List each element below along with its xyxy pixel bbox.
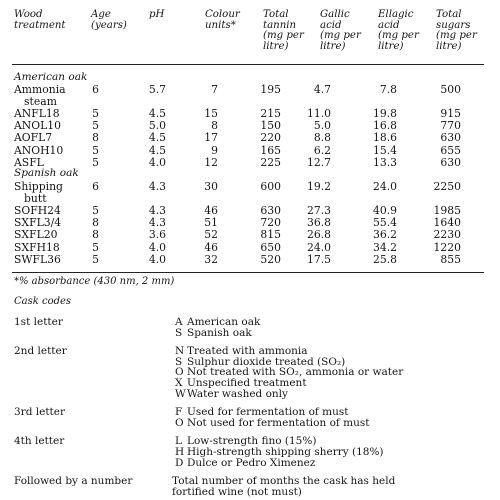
code-letter: X [175, 377, 183, 389]
cell-value: 24.0 [372, 180, 397, 193]
cell-value: 9 [211, 143, 218, 157]
cell-value: 215 [260, 107, 281, 121]
cell-value: 815 [260, 228, 281, 242]
cell-value: 17.5 [306, 252, 331, 266]
header-ellagic-line: Ellagic [378, 9, 414, 20]
header-sugars [436, 10, 477, 52]
cask-codes-title: Cask codes [14, 296, 72, 307]
header-colour-line: units* [205, 19, 236, 31]
footnote: *% absorbance (430 nm, 2 mm) [14, 276, 175, 287]
header-ellagic [378, 10, 419, 52]
header-tannin-line: litre) [263, 40, 289, 52]
header-wood-line: treatment [14, 19, 66, 31]
cell-value: 3.6 [148, 228, 166, 242]
cell-value: 1640 [433, 216, 461, 230]
cell-value: 36.2 [372, 228, 397, 242]
cell-value: 4.7 [313, 83, 331, 96]
cell-value: 7.8 [379, 83, 397, 96]
header-colour-line: Colour [205, 9, 240, 20]
code-letter: L [175, 435, 182, 448]
cell-value: 5 [92, 252, 99, 266]
cell-value: 1220 [433, 240, 461, 254]
code-description: fortified wine (not must) [172, 485, 302, 498]
header-age-line: (years) [91, 19, 127, 31]
cell-value: 34.2 [372, 240, 397, 254]
cell-value: 500 [440, 83, 461, 96]
header-tannin-line: (mg per [263, 30, 304, 41]
cell-value: 2250 [433, 180, 461, 193]
code-description: Not treated with SO₂, ammonia or water [187, 366, 404, 379]
cell-value: 5.7 [148, 83, 166, 96]
cell-value: 4.5 [148, 107, 166, 121]
code-letter: S [175, 355, 183, 368]
header-wood [14, 10, 66, 31]
cell-value: 30 [204, 180, 218, 193]
cell-value: 2230 [433, 228, 461, 242]
cell-treatment: AOFL7 [14, 131, 53, 145]
code-letter: N [175, 345, 185, 358]
code-description: American oak [187, 316, 261, 328]
cell-value: 720 [260, 216, 281, 230]
cell-treatment: ASFL [14, 155, 44, 169]
cell-value: 12 [204, 155, 218, 169]
cell-treatment: Ammonia [14, 83, 66, 96]
header-gallic-line: acid [320, 19, 342, 31]
code-description: Water washed only [187, 387, 288, 400]
code-description: Dulce or Pedro Ximenez [187, 456, 316, 469]
code-letter: O [175, 366, 184, 379]
cell-treatment: Shipping [14, 180, 63, 193]
cell-value: 46 [204, 204, 218, 218]
cell-value: 51 [204, 216, 218, 230]
code-position-label: 2nd letter [14, 345, 67, 358]
header-sugars-line: (mg per [436, 30, 477, 41]
cell-value: 4.5 [148, 143, 166, 157]
cell-treatment: ANOH10 [14, 143, 64, 157]
cell-value: 220 [260, 131, 281, 145]
header-age-line: Age [91, 9, 111, 20]
code-position-label: Followed by a number [14, 475, 133, 488]
cell-value: 5.0 [148, 119, 166, 133]
cell-value: 16.8 [372, 119, 397, 133]
cell-value: 655 [440, 143, 461, 157]
code-description: Treated with ammonia [187, 345, 308, 358]
cell-value: 19.2 [306, 180, 331, 193]
cell-value: 11.0 [306, 107, 331, 121]
header-tannin [263, 10, 304, 52]
cell-value: 36.8 [306, 216, 331, 230]
code-description: Used for fermentation of must [187, 406, 349, 419]
cell-value: 4.3 [148, 180, 166, 193]
cell-value: 55.4 [372, 216, 397, 230]
cell-value: 5.0 [313, 119, 331, 133]
cell-value: 770 [440, 119, 461, 133]
cell-treatment: ANOL10 [14, 119, 62, 133]
cell-value: 915 [440, 107, 461, 121]
code-letter: H [175, 446, 185, 458]
code-letter: A [175, 316, 183, 328]
header-gallic-line: (mg per [320, 30, 361, 41]
code-description: Not used for fermentation of must [187, 416, 370, 429]
header-gallic [320, 10, 361, 52]
cell-value: 5 [92, 143, 99, 157]
cell-value: 4.0 [148, 155, 166, 169]
cell-value: 150 [260, 119, 281, 133]
code-position-label: 3rd letter [14, 406, 66, 419]
cell-value: 195 [260, 83, 281, 96]
code-description: Low-strength fino (15%) [187, 435, 317, 448]
cell-value: 13.3 [372, 155, 397, 169]
header-sugars-line: sugars [436, 19, 471, 31]
header-tannin-line: Total [263, 9, 289, 20]
cell-value: 19.8 [372, 107, 397, 121]
cell-treatment: SOFH24 [14, 204, 61, 218]
header-wood-line: Wood [14, 9, 43, 20]
cell-value: 5 [92, 119, 99, 133]
group-label-american-oak: American oak [14, 71, 88, 83]
cell-value: 520 [260, 252, 281, 266]
cell-value: 1985 [433, 204, 461, 218]
cell-value: 46 [204, 240, 218, 254]
header-rule [12, 64, 484, 65]
header-tannin-line: tannin [263, 19, 297, 31]
header-colour [205, 10, 240, 31]
code-description: Sulphur dioxide treated (SO₂) [187, 355, 346, 368]
header-sugars-line: litre) [436, 40, 462, 52]
code-description: Unspecified treatment [187, 377, 307, 389]
cell-value: 32 [204, 252, 218, 266]
code-position-label: 4th letter [14, 435, 65, 448]
cell-value: 4.3 [148, 204, 166, 218]
header-gallic-line: litre) [320, 40, 346, 52]
code-letter: O [175, 416, 184, 429]
cell-value: 52 [204, 228, 218, 242]
cell-value: 650 [260, 240, 281, 254]
header-ph-line: pH [149, 9, 165, 20]
cell-value: 5 [92, 240, 99, 254]
cell-value: 18.6 [372, 131, 397, 145]
cell-value: 8 [92, 216, 99, 230]
header-sugars-line: Total [436, 9, 462, 20]
cell-value: 4.0 [148, 252, 166, 266]
cell-value: 225 [260, 155, 281, 169]
cell-value: 8 [92, 131, 99, 145]
cell-treatment: ANFL18 [14, 107, 60, 121]
cell-value: 600 [260, 180, 281, 193]
code-letter: W [175, 387, 186, 400]
table-bottom-rule [12, 272, 484, 273]
cell-value: 17 [204, 131, 218, 145]
cell-value: 5 [92, 204, 99, 218]
code-letter: S [175, 326, 183, 339]
cell-value: 26.8 [306, 228, 331, 242]
cell-value: 24.0 [306, 240, 331, 254]
cell-value: 630 [440, 155, 461, 169]
header-ellagic-line: (mg per [378, 30, 419, 41]
cell-value: 40.9 [372, 204, 397, 218]
cell-value: 6 [92, 83, 99, 96]
cell-value: 7 [211, 83, 218, 96]
cell-value: 5 [92, 155, 99, 169]
code-description: Total number of months the cask has held [172, 475, 396, 488]
cell-value: 6.2 [313, 143, 331, 157]
cell-value: 4.5 [148, 131, 166, 145]
cell-treatment: SXFH18 [14, 240, 60, 254]
header-ph [149, 10, 164, 21]
cell-value: 5 [92, 107, 99, 121]
group-label-spanish-oak: Spanish oak [14, 167, 79, 179]
code-description: Spanish oak [187, 326, 252, 339]
cell-value: 4.0 [148, 240, 166, 254]
cell-value: 15 [204, 107, 218, 121]
code-position-label: 1st letter [14, 316, 63, 328]
cell-value: 165 [260, 143, 281, 157]
cell-treatment: SXFL3/4 [14, 216, 62, 230]
cell-value: 8 [92, 228, 99, 242]
cell-value: 855 [440, 252, 461, 266]
cell-value: 15.4 [372, 143, 397, 157]
cell-treatment: steam [24, 95, 57, 109]
cell-value: 8 [211, 119, 218, 133]
header-age [91, 10, 127, 31]
cell-value: 8.8 [313, 131, 331, 145]
cell-value: 12.7 [306, 155, 331, 169]
cell-value: 25.8 [372, 252, 397, 266]
cell-value: 630 [440, 131, 461, 145]
cell-value: 4.3 [148, 216, 166, 230]
cell-treatment: SWFL36 [14, 252, 61, 266]
header-gallic-line: Gallic [320, 9, 350, 20]
header-ellagic-line: litre) [378, 40, 404, 52]
cell-treatment: butt [24, 192, 47, 206]
header-ellagic-line: acid [378, 19, 400, 31]
cell-value: 6 [92, 180, 99, 193]
code-letter: F [175, 406, 183, 419]
cell-treatment: SXFL20 [14, 228, 58, 242]
cell-value: 630 [260, 204, 281, 218]
code-description: High-strength shipping sherry (18%) [187, 446, 384, 458]
code-letter: D [175, 456, 184, 469]
cell-value: 27.3 [306, 204, 331, 218]
